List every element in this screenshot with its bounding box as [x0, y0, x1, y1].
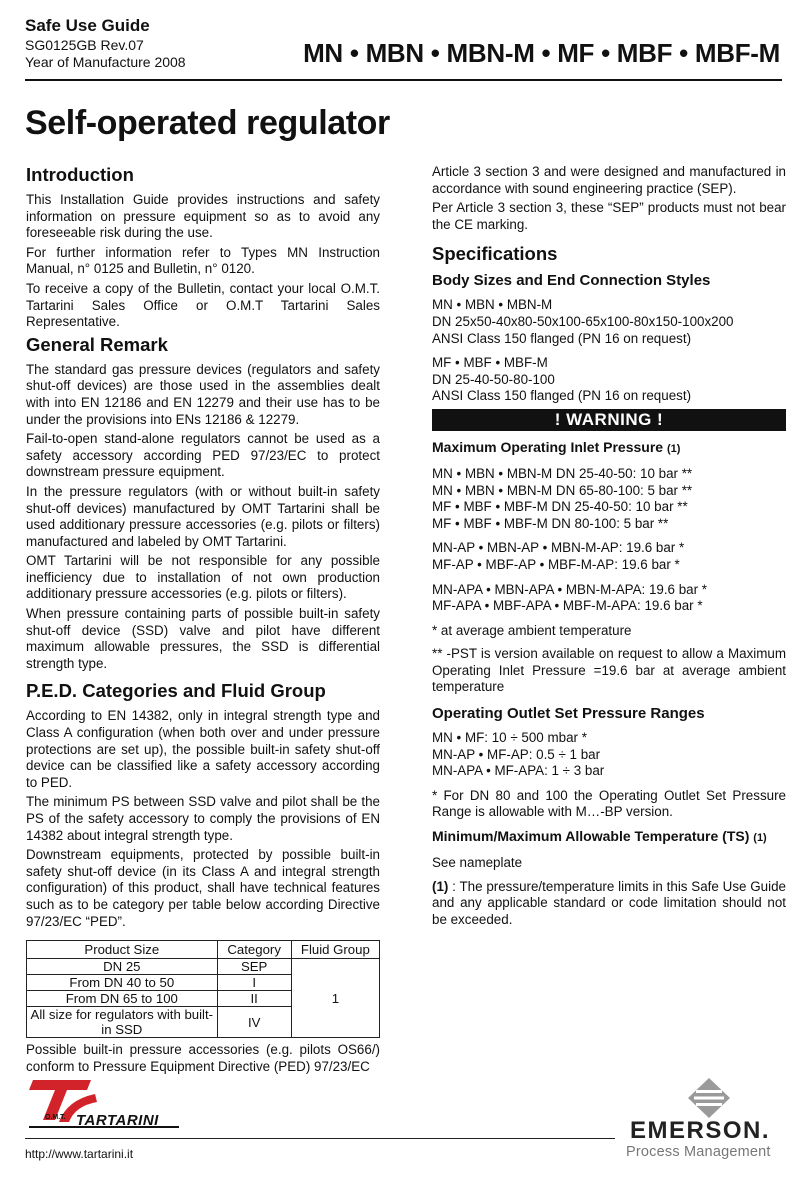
limits-text: : The pressure/temperature limits in this Safe Use Guide and any applicable standard or code limitation should not be exceeded.: [432, 878, 786, 927]
intro-paragraph: To receive a copy of the Bulletin, contact your local O.M.T. Tartarini Sales Office or O.M.T Tartarini Sales Representative.: [26, 280, 380, 330]
emerson-mark-stripe: [694, 1097, 724, 1100]
body-sizes-a: DN 25x50-40x80-50x100-65x100-80x150-100x200: [432, 313, 734, 329]
emerson-logo-icon: [688, 1078, 730, 1118]
remark-paragraph: OMT Tartarini will be not responsible for any possible inefficiency due to installation of not own production additionary pressure accessories (e.g. pilots or filters).: [26, 553, 380, 602]
left-column: [26, 164, 380, 1078]
apa-pressure-line: MN-APA • MBN-APA • MBN-M-APA: 19.6 bar *: [432, 581, 708, 597]
max-inlet-note: (1): [666, 442, 681, 455]
column-header-category: Category: [217, 941, 291, 959]
temperature-heading: [432, 827, 786, 848]
ped-paragraph: The minimum PS between SSD valve and pilot shall be the PS of the safety accessory to comply the provisions of EN 14382 about integral strength type.: [26, 794, 380, 843]
column-header-fluid-group: Fluid Group: [291, 941, 379, 959]
limits-label: (1): [432, 878, 449, 894]
temperature-text: See nameplate: [432, 855, 523, 871]
temperature-heading-text: Minimum/Maximum Allowable Temperature (TS): [432, 828, 750, 845]
outlet-range-line: MN-APA • MF-APA: 1 ÷ 3 bar: [432, 763, 605, 779]
omt-initials: O.M.T.: [45, 1114, 66, 1121]
spacer: [432, 615, 786, 623]
outlet-ranges-heading: Operating Outlet Set Pressure Ranges: [432, 705, 705, 723]
spacer: [432, 780, 786, 788]
ped-heading: P.E.D. Categories and Fluid Group: [26, 680, 326, 702]
inlet-pressure-line: MF • MBF • MBF-M DN 80-100: 5 bar **: [432, 515, 669, 531]
body-connection-b: ANSI Class 150 flanged (PN 16 on request): [432, 388, 692, 404]
article-paragraph: Article 3 section 3 and were designed and manufactured in accordance with sound engineering practice (SEP).: [432, 164, 786, 196]
right-column: [432, 164, 786, 931]
intro-paragraph: For further information refer to Types MN Instruction Manual, n° 0125 and Bulletin, n° 0120.: [26, 244, 380, 277]
body-sizes-b: DN 25-40-50-80-100: [432, 371, 555, 387]
emerson-wordmark: EMERSON.: [630, 1117, 771, 1144]
doc-code: SG0125GB Rev.07: [25, 37, 144, 53]
product-size-cell: DN 25: [27, 959, 218, 975]
page-title: Self-operated regulator: [25, 104, 390, 142]
apa-pressure-line: MF-APA • MBF-APA • MBF-M-APA: 19.6 bar *: [432, 598, 703, 614]
remark-paragraph: The standard gas pressure devices (regulators and safety shut-off devices) are those used in the assemblies dealt with into EN 12186 and EN 12279 and their use has to be under the provisions into ENs 12186 & 12279.: [26, 361, 380, 427]
emerson-tagline: Process Management: [626, 1144, 771, 1160]
double-star-footnote: ** -PST is version available on request to allow a Maximum Operating Inlet Pressure =19.6 bar at average ambient temperature: [432, 646, 786, 695]
tartarini-wordmark: TARTARINI: [76, 1112, 159, 1129]
ap-pressure-line: MN-AP • MBN-AP • MBN-M-AP: 19.6 bar *: [432, 540, 685, 556]
article-paragraph: Per Article 3 section 3, these “SEP” products must not bear the CE marking.: [432, 200, 786, 232]
body-models-b: MF • MBF • MBF-M: [432, 355, 548, 371]
spacer: [432, 532, 786, 540]
fluid-group-cell: 1: [291, 959, 379, 1038]
category-cell: I: [217, 975, 291, 991]
remark-paragraph: In the pressure regulators (with or without built-in safety shut-off devices) manufactured by OMT Tartarini shall be used additionary pressure accessories (e.g. pilots or filters) manufactured and labeled by OMT Tartarini.: [26, 483, 380, 549]
year-of-manufacture: Year of Manufacture 2008: [25, 54, 186, 70]
inlet-pressure-line: MN • MBN • MBN-M DN 65-80-100: 5 bar **: [432, 482, 693, 498]
model-list: MN • MBN • MBN-M • MF • MBF • MBF-M: [303, 38, 780, 68]
emerson-mark-stripe: [696, 1090, 722, 1093]
outlet-range-line: MN • MF: 10 ÷ 500 mbar *: [432, 730, 587, 746]
intro-paragraph: This Installation Guide provides instructions and safety information on pressure equipment so as to avoid any foreseeable risk during the use.: [26, 192, 380, 241]
outlet-footnote: * For DN 80 and 100 the Operating Outlet Set Pressure Range is allowable with M…-BP version.: [432, 787, 786, 820]
ped-paragraph: According to EN 14382, only in integral strength type and Class A configuration (when both over and under pressure protections are set up), the possible built-in safety shut-off device can be classified like a safety accessory according to PED.: [26, 708, 380, 790]
spacer: [432, 574, 786, 582]
category-cell: II: [217, 991, 291, 1007]
outlet-range-line: MN-AP • MF-AP: 0.5 ÷ 1 bar: [432, 746, 601, 762]
website-url: http://www.tartarini.it: [25, 1147, 134, 1161]
table-header-row: [27, 941, 380, 959]
body-connection-a: ANSI Class 150 flanged (PN 16 on request): [432, 330, 692, 346]
footer-divider: [25, 1138, 615, 1139]
ped-paragraph: Downstream equipments, protected by possible built-in safety shut-off device (in its Class A and integral strength configuration) of this product, shall have technical features such as to be category per table below according Directive 97/23/EC “PED”.: [26, 847, 380, 929]
product-size-cell: All size for regulators with built-in SSD: [27, 1007, 218, 1038]
spacer: [432, 347, 786, 355]
product-size-cell: From DN 65 to 100: [27, 991, 218, 1007]
inlet-pressure-line: MN • MBN • MBN-M DN 25-40-50: 10 bar **: [432, 465, 693, 481]
remark-paragraph: When pressure containing parts of possible built-in safety shut-off device (SSD) valve and pilot have different maximum allowable pressures, the SSD is differential strength type.: [26, 606, 380, 671]
after-table-paragraph: Possible built-in pressure accessories (e.g. pilots OS66/) conform to Pressure Equipment Directive (PED) 97/23/EC: [26, 1042, 380, 1074]
ap-pressure-line: MF-AP • MBF-AP • MBF-M-AP: 19.6 bar *: [432, 556, 680, 572]
product-size-cell: From DN 40 to 50: [27, 975, 218, 991]
remark-paragraph: Fail-to-open stand-alone regulators cannot be used as a safety accessory according PED 97/23/EC to protect downstream pressure equipment.: [26, 431, 380, 480]
body-sizes-heading: Body Sizes and End Connection Styles: [432, 272, 711, 290]
header-divider: [25, 79, 782, 81]
category-cell: SEP: [217, 959, 291, 975]
emerson-mark-stripe: [696, 1103, 722, 1106]
introduction-heading: Introduction: [26, 164, 134, 185]
max-inlet-heading: [432, 438, 786, 459]
warning-banner: ! WARNING !: [432, 409, 786, 431]
table-row: [27, 959, 380, 975]
category-cell: IV: [217, 1007, 291, 1038]
guide-title: Safe Use Guide: [25, 16, 150, 35]
max-inlet-heading-text: Maximum Operating Inlet Pressure: [432, 438, 664, 455]
specifications-heading: Specifications: [432, 243, 558, 265]
temperature-note: (1): [753, 832, 767, 845]
inlet-pressure-line: MF • MBF • MBF-M DN 25-40-50: 10 bar **: [432, 499, 688, 515]
general-remark-heading: General Remark: [26, 333, 168, 355]
column-header-product-size: Product Size: [27, 941, 218, 959]
star-footnote: * at average ambient temperature: [432, 622, 632, 638]
ped-category-table: [26, 940, 380, 1038]
limits-paragraph: [432, 879, 786, 929]
body-models-a: MN • MBN • MBN-M: [432, 297, 553, 313]
